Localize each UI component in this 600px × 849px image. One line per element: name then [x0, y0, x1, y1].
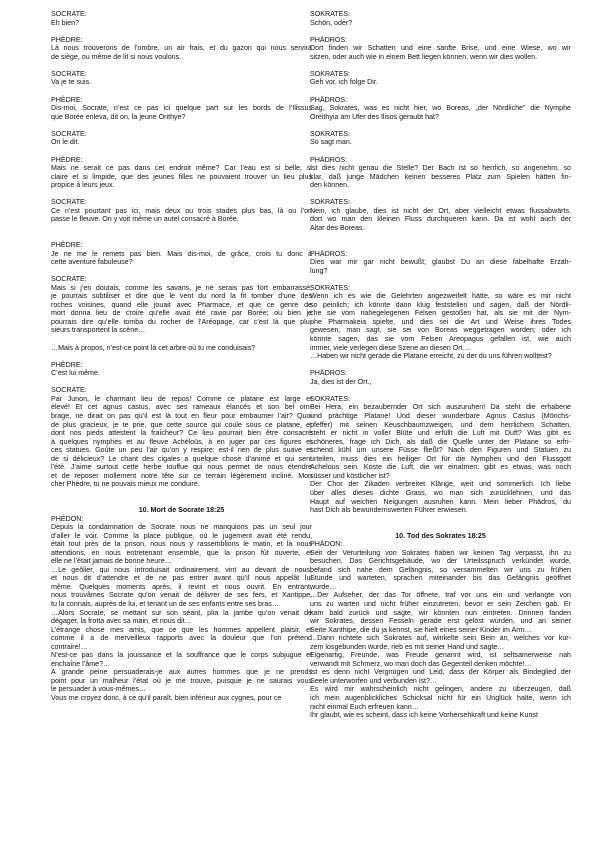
text-line: Seite Xanthipe, die du ja kennst, sie hielt eines seiner Kinder im Arm…: [310, 625, 532, 634]
text-line: …Haben wir nicht gerade die Platane erreicht, zu der du uns führen wolltest?: [310, 352, 552, 361]
text-line: passe le fleuve. On y voit même un autel consacré à Borée.: [51, 215, 239, 224]
speaker-label: PHÄDROS:: [310, 35, 348, 44]
text-line: Mais si j’en doutais, comme les savans, je ne serais pas fort embarrassé;: [51, 283, 312, 292]
speaker-label: SOKRATES:: [310, 129, 351, 138]
text-line: de si délicieux? Le chant des cigales a quelque chose d’animé et qui sent: [51, 454, 312, 463]
dialogue-block: [51, 198, 312, 224]
dialogue-block: [310, 395, 571, 515]
text-line: …Der Aufseher, der das Tor öffnete, traf vor uns ein und verlangte von: [310, 591, 571, 600]
dialogue-block: [310, 250, 571, 276]
text-line: ich mein augenblickliches Schicksal nicht für ein Unglück halte, wenn ich: [310, 693, 571, 702]
text-line: Ce n’est pourtant pas ici, mais deux ou trois stades plus bas, là ou l’on: [51, 206, 312, 215]
dialogue-block: [51, 96, 312, 122]
text-line: le persuader à vous-mêmes…: [51, 685, 147, 694]
text-line: Ist dies nicht genau die Stelle? Der Bach ist so herrlich, so angenehm, so: [310, 164, 571, 173]
text-line: nous trouvâmes Socrate qu’on venait de délivrer de ses fers, et Xantippe,: [51, 591, 312, 600]
dialogue-block: [310, 198, 571, 232]
text-line: …Dann richtete sich Sokrates auf, winkelte sein Bein an, welches vor kur-: [310, 634, 571, 643]
text-line: phe Pharmakeia spielte, und dies sei die Art und Weise ihres Todes: [310, 317, 571, 326]
speaker-label: SOCRATE:: [51, 198, 87, 207]
dialogue-block: [310, 284, 571, 361]
dialogue-block: [51, 130, 312, 147]
dialogue-block: [51, 386, 312, 489]
text-line: pfeffer) mit seinen Keuschbaumzweigen, und dem herrlichem Schatten,: [310, 420, 571, 429]
speaker-label: PHÄDROS:: [310, 369, 348, 378]
chapter-title: 10. Tod des Sokrates 18:25: [395, 531, 486, 540]
text-line: Haupt auf weichen Neigungen ausruhen kann. Mein lieber Phädros, du: [310, 497, 571, 506]
dialogue-block: [51, 36, 312, 62]
text-line: L’étrange chose mes amis, que ce que les hommes appellent plaisir, et: [51, 625, 312, 634]
text-line: gewesen, man sagt, sie sei von Boreas weggetragen worden; oder ich: [310, 326, 571, 335]
dialogue-block: [51, 70, 312, 87]
text-line: wir Sokrates, dessen Fesseln gerade erst gelöst wurden, und an seiner: [310, 617, 571, 626]
text-line: et de reposer mollement notre tête sur ce terrain légèrement incliné. Mon: [51, 471, 312, 480]
text-line: claire et si limpide, que des jeunes filles ne pouvaient trouver un lieu plus: [51, 172, 312, 181]
text-line: Altar des Boreas.: [310, 223, 365, 232]
dialogue-block: [51, 10, 312, 27]
dialogue-block: [51, 241, 312, 267]
text-line: …Mais à propos, n’est-ce point là cet arbre où tu me conduisais?: [51, 343, 256, 352]
text-line: Je ne me le remets pas bien. Mais dis-moi, de grâce, crois tu donc à: [51, 249, 312, 258]
speaker-label: SOCRATE:: [51, 386, 87, 395]
dialogue-block: [310, 96, 571, 122]
dialogue-block: [310, 70, 571, 87]
text-line: süsser und köstlicher ist?: [310, 471, 390, 480]
text-line: N’est-ce pas dans la jouissance et la souffrance que le corps subjugue et: [51, 651, 312, 660]
text-line: Seele unterworfen und verbunden ist?…: [310, 676, 437, 685]
text-line: Stunde und warteten, sprachen miteinander bis das Gefängnis geöffnet: [310, 574, 571, 583]
speaker-label: PHÈDRE:: [51, 35, 83, 44]
text-line: Eigenartig, Freunde, was Freude genannt wird, ist seltsamerweise nah: [310, 651, 571, 660]
text-line: steht er nicht in voller Blüte und erfüllt die Luft mit Duft? Was gibt es: [310, 429, 571, 438]
text-line: d’aller le voir. Comme la place publique, où le jugement avait été rendu,: [51, 531, 312, 540]
text-line: Geh vor, ich folge Dir.: [310, 78, 378, 87]
text-line: Nein, ich glaube, dies ist nicht der Ort, aber vielleicht etwas flussabwärts,: [310, 206, 571, 215]
text-line: dort wo man den kleinen Fluss durchqueren kann. Da ist wohl auch der: [310, 215, 571, 224]
speaker-label: PHÈDRE:: [51, 95, 83, 104]
text-line: …Alors Socrate, se mettant sur son séant, plia la jambe qu’on venait de: [51, 608, 312, 617]
text-line: Ist es denn nicht Vergnügen und Leid, dass der Körper als Bindeglied der: [310, 668, 571, 677]
text-line: Par Junon, le charmant lieu de repos! Comme ce platane est large et: [51, 394, 312, 403]
text-line: Wenn ich es wie die Gelehrten angezweifelt hätte, so wäre es mir nicht: [310, 292, 571, 301]
text-line: elle ne l’était jamais de bonne heure…: [51, 557, 172, 566]
speaker-label: PHÄDROS:: [310, 249, 348, 258]
text-line: den können.: [310, 181, 350, 190]
text-line: klar, daß junge Mädchen keinen besseres Platz zum Spielen hätten fin-: [310, 172, 571, 181]
speaker-label: SOKRATES:: [310, 394, 351, 403]
speaker-label: PHÉDON:: [51, 514, 84, 523]
text-line: ces statues. Goûte un peu l’air qu’on y respire: est-il rien de plus suave et: [51, 446, 312, 455]
text-line: dont nos pieds attestent la fraîcheur? Ce lieu pourrait bien être consacré: [51, 429, 312, 438]
text-line: Oreithyia am Ufer des Ilisos geraubt hat?: [310, 112, 439, 121]
text-line: Bei Hera, ein bezaubernder Ort sich auszuruhen! Da steht die erhabene: [310, 403, 571, 412]
text-line: urteilen, muss dies ein heiliger Ort für die Nymphen und den Flussgott: [310, 454, 571, 463]
text-line: schöneres, frage ich Dich, als daß die Quelle unter der Platane so erfri-: [310, 437, 571, 446]
chapter-title: 10. Mort de Socrate 18:25: [138, 505, 225, 514]
text-line: roches voisines, quand elle jouait avec Pharmace, et que ce genre de: [51, 300, 312, 309]
text-line: Là nous trouverons de l’ombre, un air frais, et du gazon qui nous servira: [51, 44, 312, 53]
text-line: Eh bien?: [51, 18, 80, 27]
dialogue-block: [310, 156, 571, 190]
text-line: Ihr glaubt, wie es scheint, dass ich keine Vorhersehkraft und keine Kunst: [310, 711, 538, 720]
speaker-label: SOKRATES:: [310, 283, 351, 292]
text-line: und prächtige Platane! Und dieser wunderbare Agnus Castus (Mönchs-: [310, 412, 571, 421]
text-line: Der Chor der Zikaden verbreitet Klänge, weit und sommerlich. Ich liebe: [310, 480, 571, 489]
text-line: Dies war mir gar nicht bewußt; glaubst Du an diese fabelhafte Erzäh-: [310, 258, 571, 267]
text-line: je pourrais subtiliser et dire que le vent du nord la fit tomber d’une des: [51, 292, 312, 301]
text-line: comme il a de merveilleux rapports avec la douleur que l’on prétend: [51, 634, 312, 643]
text-line: A grande peine persuaderais-je aux autres hommes que je ne prends: [51, 668, 312, 677]
speaker-label: SOKRATES:: [310, 69, 351, 78]
text-line: Seit der Verurteilung von Sokrates haben wir keinen Tag verpasst, ihn zu: [310, 548, 571, 557]
dialogue-block: [51, 156, 312, 190]
text-line: brage, ne dirait on pas qu’il est là tout en fleur pour embaumer l’air? Quoi: [51, 412, 312, 421]
text-line: mort donna lieu de croire qu’elle avait été ravie par Borée; ou bien je: [51, 309, 312, 318]
text-line: cette aventure fabuleuse?: [51, 258, 133, 267]
text-line: befand sich nahe dem Gefängnis, so versammelten wir uns zu frühen: [310, 565, 571, 574]
speaker-label: SOKRATES:: [310, 198, 351, 207]
text-line: Mais ne serait ce pas dans cet endroit même? Car l’eau est si belle, si: [51, 164, 312, 173]
text-line: même. Quelques moments après, il revint et nous ouvrit. En entrant,: [51, 582, 312, 591]
dialogue-block: [51, 361, 312, 378]
text-line: Dort finden wir Schatten und eine sanfte Brise, und eine Wiese, wo wir: [310, 44, 571, 53]
text-line: Depuis la condamnation de Socrate nous ne manquions pas un seul jour: [51, 523, 312, 532]
text-line: élevé! Et cet agnus castus, avec ses rameaux élancés et son bel om-: [51, 403, 312, 412]
speaker-label: PHÄDROS:: [310, 95, 348, 104]
german-column: [310, 10, 571, 720]
text-line: C’est lui même.: [51, 369, 100, 378]
text-line: hast Dich als bewundernswerten Führer erwiesen.: [310, 506, 468, 515]
speaker-label: PHÄDROS:: [310, 155, 348, 164]
speaker-label: SOKRATES:: [310, 10, 351, 18]
text-line: lung?: [310, 266, 328, 275]
chapter-section: [310, 532, 571, 720]
text-line: sieurs transportent la scène…: [51, 326, 146, 335]
text-line: Va je te suis.: [51, 78, 92, 87]
text-line: Es wird mir wahrscheinlich nicht gelingen, andere zu überzeugen, daß: [310, 685, 571, 694]
text-line: Achelous sein. Koste die Luft, die wir einatmen: gibt es etwas, was noch: [310, 463, 571, 472]
text-line: de plus gracieux, je te prie, que cette source qui coule sous ce platane, et: [51, 420, 312, 429]
text-line: Ja, dies ist der Ort.,: [310, 377, 372, 386]
text-line: immer, viele verlegen diese Szene an diesen Ort…: [310, 343, 470, 352]
text-line: était tout près de la prison, nous nous y rassemblions le matin, et là nous: [51, 540, 312, 549]
text-line: uns zu warten und nicht früher einzutreten, bevor er sein Zeichen gab. Er: [310, 599, 571, 608]
speaker-label: PHÈDRE:: [51, 155, 83, 164]
text-line: à quelques nymphes et au fleuve Achéloüs, à en juger par ces figures et: [51, 437, 312, 446]
dialogue-block: [51, 275, 312, 352]
text-line: attendions, en nous entretenant ensemble, que la prison fût ouverte, et: [51, 548, 312, 557]
speaker-label: PHÈDRE:: [51, 240, 83, 249]
text-line: tu la connais, auprès de lui, et tenant un de ses enfants entre ses bras…: [51, 599, 279, 608]
text-line: nicht einmal Euch erfreuen kann…: [310, 702, 419, 711]
text-line: dégager, la frotta avec sa main, et nous dit…: [51, 617, 192, 626]
speaker-label: SOCRATE:: [51, 129, 87, 138]
dialogue-block: [310, 130, 571, 147]
text-line: de siège, ou même de lit si nous voulons.: [51, 52, 182, 61]
text-line: wurde…: [310, 582, 337, 591]
text-line: besuchen. Das Gerichtsgebäude, wo der Urteilsspruch verkündet wurde,: [310, 557, 571, 566]
text-line: Vous me croyez donc, à ce qu’il paraît, bien inférieur aux cygnes, pour ce: [51, 693, 282, 702]
text-line: so peinlich; ich könnte dann klug feststellen und sagen, daß der Nördli-: [310, 300, 571, 309]
text-line: point pour un malheur l’état où je me trouve, puisque je ne saurais vous: [51, 676, 312, 685]
text-line: che sie vom nahegelegenen Felsen gestoßen hat, als sie mit der Nym-: [310, 309, 571, 318]
dialogue-block: [310, 369, 571, 386]
text-line: que Borée enleva, dit on, la jeune Orithye?: [51, 112, 186, 121]
speaker-label: SOCRATE:: [51, 275, 87, 284]
speaker-label: SOCRATE:: [51, 69, 87, 78]
text-line: verwandt mit Schmerz, wo man doch das Gegenteil denken möchte!…: [310, 659, 532, 668]
text-line: über alles dieses dichte Grass, wo man sich zurücklehnen, und das: [310, 488, 571, 497]
text-line: propice à leurs jeux.: [51, 181, 115, 190]
speaker-label: PHÄDON:: [310, 540, 343, 549]
text-line: l’été. J’aime surtout cette herbe touffue qui nous permet de nous étendre: [51, 463, 312, 472]
text-line: sitzen, oder auch wie in einem Bett liegen können, wenn wir dies wollen.: [310, 52, 538, 61]
text-line: schend kühl um unsere Füsse fließt? Nach den Figuren und Statuen zu: [310, 446, 571, 455]
text-line: et nous dit d’attendre et de ne pas entrer avant qu’il nous appelât lui: [51, 574, 312, 583]
text-line: Sag, Sokrates, was es nicht hier, wo Boreas, „der Nördliche” die Nymphe: [310, 104, 571, 113]
speaker-label: PHÈDRE:: [51, 360, 83, 369]
dialogue-block: [310, 36, 571, 62]
text-line: contraire!…: [51, 642, 88, 651]
text-line: …Le geôlier, qui nous introduisait ordinairement, vint au devant de nous,: [51, 565, 312, 574]
text-line: könnte sagen, das sie vom Felsen Areopagus gefallen ist, wie auch: [310, 335, 571, 344]
text-line: zem losgebunden wurde, rieb es mit seiner Hand und sagte…: [310, 642, 505, 651]
text-line: On le dit.: [51, 138, 80, 147]
text-line: So sagt man.: [310, 138, 352, 147]
text-line: Dis-moi, Socrate, n’est ce pas ici quelque part sur les bords de l’Ilissus: [51, 104, 312, 113]
text-line: kam bald zurück und sagte, wir könnten nun eintreten. Drinnen fanden: [310, 608, 571, 617]
text-line: pourrais dire qu’elle tomba du rocher de l’Aréopage, car c’est là que plu-: [51, 317, 312, 326]
chapter-section: [51, 506, 312, 703]
text-line: Schön, oder?: [310, 18, 353, 27]
text-line: [51, 335, 312, 344]
dialogue-block: [310, 10, 571, 27]
text-line: enchaîne l’âme?…: [51, 659, 111, 668]
text-line: cher Phèdre, tu ne pouvais mieux me conduire.: [51, 480, 200, 489]
french-column: [51, 10, 312, 703]
speaker-label: SOCRATE:: [51, 10, 87, 18]
